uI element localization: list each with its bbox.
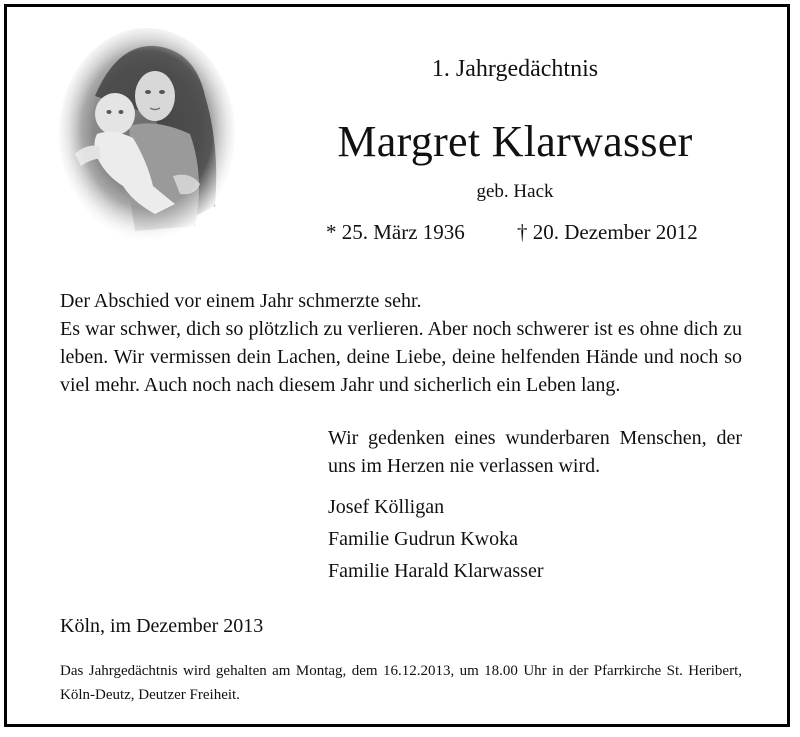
memorial-text: [60, 287, 742, 399]
service-notice-text: Das Jahrgedächtnis wird gehalten am Montag, dem 16.12.2013, um 18.00 Uhr in der Pfarrkirche St. Heribert, Köln-Deutz, Deutzer Freiheit.: [60, 663, 742, 703]
madonna-child-image: [55, 26, 240, 246]
birth-date: * 25. März 1936: [326, 220, 465, 244]
madonna-child-icon: [55, 26, 240, 246]
tribute-text: [328, 424, 742, 480]
service-notice: [60, 659, 742, 707]
place-date: Köln, im Dezember 2013: [60, 615, 264, 637]
tribute-line: Wir gedenken eines wunderbaren Menschen, der uns im Herzen nie verlassen wird.: [328, 427, 742, 477]
memorial-text-paragraph: Es war schwer, dich so plötzlich zu verlieren. Aber noch schwerer ist es ohne dich zu leben. Wir vermissen dein Lachen, deine Liebe, deine helfenden Hände und noch so viel mehr. Auch noch nach diesem Jahr und sicherlich ein Leben lang.: [60, 318, 742, 396]
mourner-3: Familie Harald Klarwasser: [328, 560, 544, 582]
mourner-2: Familie Gudrun Kwoka: [328, 528, 518, 550]
deceased-name: Margret Klarwasser: [337, 117, 693, 166]
death-date: † 20. Dezember 2012: [517, 220, 698, 244]
mourner-1: Josef Kölligan: [328, 496, 445, 518]
memorial-text-line1: Der Abschied vor einem Jahr schmerzte sehr.: [60, 290, 422, 312]
birth-name: geb. Hack: [476, 181, 554, 202]
anniversary-title: 1. Jahrgedächtnis: [431, 56, 599, 82]
